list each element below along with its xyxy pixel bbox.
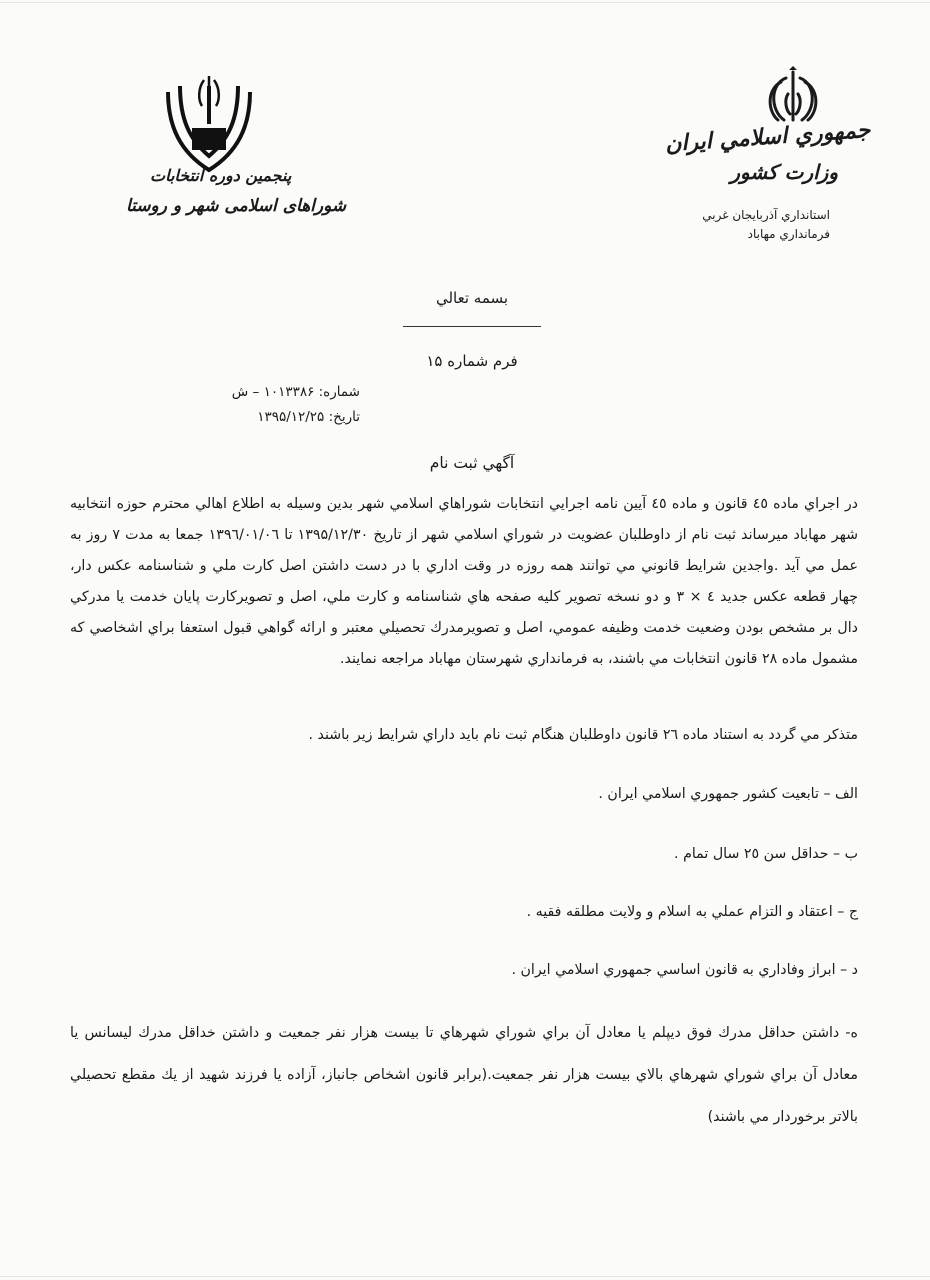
- letterhead-left: [120, 66, 347, 236]
- salutation: بسمه تعالي: [435, 289, 509, 307]
- office-county: فرمانداري مهاباد: [747, 227, 830, 241]
- notice-body: در اجراي ماده ٤٥ قانون و ماده ٤٥ آيين نامه اجرايي انتخابات شوراهاي اسلامي شهر بدين وسيله به اطلاع اهالي محترم حوزه انتخابيه شهر مهاباد ميرساند ثبت نام از داوطلبان عضويت در شوراي اسلامي شهر از تاريخ ۱۳۹۵/۱۲/۳۰ تا ۱۳۹٦/۰۱/۰٦ جمعا به مدت ۷ روز به عمل مي آيد .واجدين شرايط قانوني مي توانند همه روزه در وقت اداري با در دست داشتن اصل كارت ملي و شناسنامه عكس دار، چهار قطعه عكس جديد ٤ × ۳ و دو نسخه تصوير كليه صفحه هاي شناسنامه و كارت ملي، اصل و تصويركارت پايان خدمت يا مدركي دال بر مشخص بودن وضعيت خدمت وظيفه عمومي، اصل و تصويرمدرك تحصيلي معتبر و ارائه گواهي قبول استعفا براي اشخاصي كه مشمول ماده ۲۸ قانون انتخابات مي باشند، به فرمانداري شهرستان مهاباد مراجعه نمايند.: [70, 496, 858, 667]
- ministry-name: وزارت كشور: [730, 160, 838, 184]
- condition-b: ب – حداقل سن ٢٥ سال تمام .: [674, 846, 858, 862]
- election-logo-icon: [162, 66, 256, 174]
- election-title: پنجمین دوره انتخابات: [150, 166, 292, 185]
- condition-e: ه- داشتن حداقل مدرك فوق ديپلم يا معادل آن براي شوراي شهرهاي تا بيست هزار نفر جمعيت و داشتن خداقل مدرك ليسانس يا معادل آن براي شوراي شهرهاي بالاي بيست هزار نفر جمعيت.(برابر قانون اشخاص جانباز، آزاده يا فرزند شهيد از يك مقطع تحصيلي بالاتر برخوردار مي باشند): [70, 1025, 858, 1125]
- scan-edge-bottom: [0, 1276, 930, 1277]
- condition-a: الف – تابعيت كشور جمهوري اسلامي ايران .: [598, 786, 858, 802]
- reference-date: تاريخ: ۱۳۹۵/۱۲/۲۵: [257, 409, 360, 425]
- conditions-intro: متذكر مي گردد به استناد ماده ٢٦ قانون داوطلبان هنگام ثبت نام بايد داراي شرايط زير باشند .: [308, 727, 858, 743]
- scan-edge-top: [0, 2, 930, 3]
- ministry-country: جمهوري اسلامي ايران: [663, 116, 871, 158]
- condition-d: د – ابراز وفاداري به قانون اساسي جمهوري اسلامي ايران .: [511, 962, 858, 978]
- form-number: فرم شماره ۱۵: [426, 352, 518, 370]
- election-subtitle: شوراهای اسلامی شهر و روستا: [126, 196, 347, 216]
- condition-c: ج – اعتقاد و التزام عملي به اسلام و ولايت مطلقه فقيه .: [526, 904, 858, 920]
- iran-emblem-icon: [762, 66, 824, 128]
- heading-rule: [403, 326, 541, 327]
- letterhead-right: [663, 60, 871, 250]
- office-province: استانداري آذربايجان غربي: [702, 208, 830, 222]
- notice-title: آگهي ثبت نام: [429, 454, 515, 472]
- reference-number: شماره: ۱۰۱۳۳۸۶ – ش: [231, 384, 360, 400]
